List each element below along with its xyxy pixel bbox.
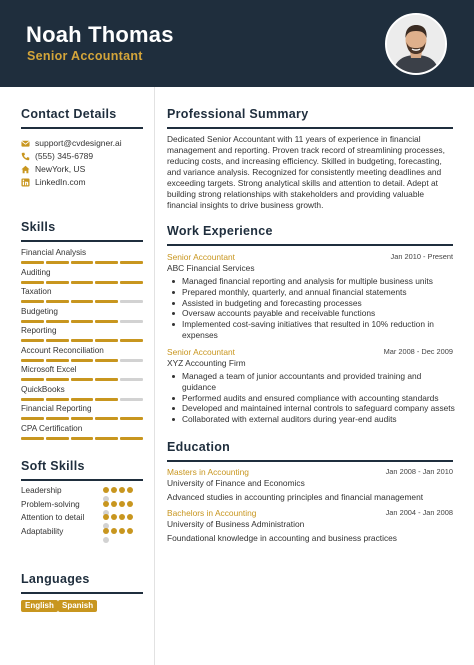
rating-dot-icon [127, 528, 133, 534]
skill-item [21, 248, 143, 264]
skill-level-bar [21, 339, 143, 342]
degree-title: Bachelors in Accounting [167, 508, 257, 518]
skill-level-bar [21, 398, 143, 401]
list-item: Prepared monthly, quarterly, and annual financial statements [168, 287, 456, 298]
skill-level-segment [120, 378, 143, 381]
soft-skill-rating [103, 528, 139, 546]
rating-dot-icon [119, 487, 125, 493]
rating-dot-icon [103, 537, 109, 543]
rating-dot-icon [111, 501, 117, 507]
skill-level-segment [95, 339, 118, 342]
soft-skill-name: Attention to detail [21, 513, 85, 523]
language-badge: English [21, 600, 58, 612]
job-dates: Jan 2010 - Present [390, 252, 453, 261]
soft-skill-name: Leadership [21, 486, 62, 495]
home-icon [21, 165, 30, 174]
contact-linkedin-text: LinkedIn.com [35, 177, 86, 187]
skill-level-segment [46, 261, 69, 264]
skill-level-bar [21, 378, 143, 381]
skill-item [21, 326, 143, 342]
skill-item [21, 424, 143, 440]
skill-item [21, 287, 143, 303]
skill-name: Financial Analysis [21, 248, 87, 257]
skill-level-segment [95, 359, 118, 362]
contact-location [21, 163, 85, 175]
job-entry-header [167, 252, 453, 263]
column-divider [154, 87, 155, 665]
language-badge: Spanish [58, 600, 97, 612]
contact-email[interactable] [21, 137, 122, 149]
resume-header [0, 0, 474, 87]
education-note: Foundational knowledge in accounting and business practices [167, 533, 397, 543]
skill-level-bar [21, 281, 143, 284]
skill-item [21, 268, 143, 284]
soft-skill-name: Problem-solving [21, 499, 80, 509]
skill-level-segment [46, 437, 69, 440]
skill-level-segment [46, 339, 69, 342]
skill-name: Account Reconciliation [21, 345, 104, 355]
rating-dot-icon [127, 487, 133, 493]
skill-item [21, 365, 143, 381]
skill-item [21, 307, 143, 323]
skill-level-segment [21, 300, 44, 303]
soft-skill-item [21, 527, 141, 538]
list-item: Managed financial reporting and analysis for multiple business units [168, 276, 456, 287]
skill-level-segment [71, 398, 94, 401]
skill-level-segment [95, 281, 118, 284]
candidate-title: Senior Accountant [27, 49, 143, 63]
skills-section-title: Skills [21, 220, 56, 234]
skill-name: Microsoft Excel [21, 365, 77, 374]
skills-section-rule [21, 240, 143, 242]
job-company: XYZ Accounting Firm [167, 358, 246, 368]
skill-level-segment [120, 437, 143, 440]
soft-skills-section-title: Soft Skills [21, 459, 85, 473]
skill-level-segment [120, 300, 143, 303]
skill-level-segment [46, 398, 69, 401]
skill-name: Budgeting [21, 306, 58, 316]
skill-level-bar [21, 300, 143, 303]
rating-dot-icon [103, 501, 109, 507]
skill-item [21, 385, 143, 401]
job-role: Senior Accountant [167, 252, 235, 262]
summary-section-title: Professional Summary [167, 107, 309, 121]
job-bullets [168, 371, 456, 425]
skill-level-bar [21, 359, 143, 362]
list-item: Implemented cost-saving initiatives that resulted in 10% reduction in expenses [168, 319, 456, 341]
skill-level-segment [21, 261, 44, 264]
skill-level-segment [95, 417, 118, 420]
skill-name: Taxation [21, 287, 52, 296]
skill-level-segment [71, 261, 94, 264]
contact-phone[interactable] [21, 150, 93, 162]
skill-level-bar [21, 437, 143, 440]
rating-dot-icon [119, 514, 125, 520]
rating-dot-icon [103, 514, 109, 520]
skill-item [21, 404, 143, 420]
skill-level-segment [21, 417, 44, 420]
rating-dot-icon [103, 487, 109, 493]
contact-section-title: Contact Details [21, 107, 117, 121]
education-entry-header [167, 467, 453, 478]
rating-dot-icon [119, 528, 125, 534]
job-bullets [168, 276, 456, 341]
soft-skill-item [21, 486, 141, 497]
skill-level-segment [21, 339, 44, 342]
contact-phone-text: (555) 345-6789 [35, 151, 94, 161]
skill-level-segment [71, 359, 94, 362]
envelope-icon [21, 139, 30, 148]
rating-dot-icon [127, 501, 133, 507]
skill-level-segment [21, 437, 44, 440]
job-dates: Mar 2008 - Dec 2009 [383, 347, 453, 356]
skill-level-segment [95, 378, 118, 381]
education-dates: Jan 2008 - Jan 2010 [385, 467, 453, 476]
skill-level-segment [71, 378, 94, 381]
education-section-title: Education [167, 440, 231, 454]
person-portrait-icon [387, 15, 445, 73]
contact-linkedin[interactable] [21, 176, 86, 188]
skill-level-segment [71, 281, 94, 284]
rating-dot-icon [111, 514, 117, 520]
skill-level-segment [120, 398, 143, 401]
skill-level-segment [21, 281, 44, 284]
job-company: ABC Financial Services [167, 263, 255, 273]
skill-level-segment [95, 320, 118, 323]
degree-title: Masters in Accounting [167, 467, 249, 477]
skill-level-bar [21, 417, 143, 420]
list-item: Oversaw accounts payable and receivable functions [168, 308, 456, 319]
skill-level-segment [120, 417, 143, 420]
linkedin-icon [21, 178, 30, 187]
skill-level-segment [21, 359, 44, 362]
skill-level-segment [46, 320, 69, 323]
experience-section-title: Work Experience [167, 224, 273, 238]
list-item: Developed and maintained internal controls to safeguard company assets [168, 403, 456, 414]
skill-level-segment [95, 261, 118, 264]
soft-skill-name: Adaptability [21, 527, 64, 537]
skill-level-segment [46, 417, 69, 420]
list-item: Assisted in budgeting and forecasting processes [168, 298, 456, 309]
skill-level-segment [71, 417, 94, 420]
skill-level-segment [21, 398, 44, 401]
skill-item [21, 346, 143, 362]
education-note: Advanced studies in accounting principles and financial management [167, 492, 424, 502]
skill-level-segment [21, 320, 44, 323]
skill-level-segment [120, 339, 143, 342]
school-name: University of Finance and Economics [167, 478, 305, 488]
education-entry-header [167, 508, 453, 519]
candidate-name: Noah Thomas [26, 22, 174, 47]
soft-skills-section-rule [21, 479, 143, 481]
job-role: Senior Accountant [167, 347, 235, 357]
skill-level-segment [120, 261, 143, 264]
skill-level-segment [71, 300, 94, 303]
soft-skill-item [21, 513, 141, 524]
skill-level-segment [95, 437, 118, 440]
school-name: University of Business Administration [167, 519, 305, 529]
skill-level-segment [120, 320, 143, 323]
skill-level-segment [71, 320, 94, 323]
skill-level-segment [21, 378, 44, 381]
soft-skill-item [21, 500, 141, 511]
skill-name: Auditing [21, 267, 51, 277]
rating-dot-icon [103, 528, 109, 534]
summary-section-rule [167, 127, 453, 129]
skill-level-segment [46, 300, 69, 303]
skill-level-bar [21, 261, 143, 264]
skill-level-segment [120, 359, 143, 362]
rating-dot-icon [119, 501, 125, 507]
skill-level-bar [21, 320, 143, 323]
languages-section-title: Languages [21, 572, 90, 586]
contact-location-text: NewYork, US [35, 164, 86, 174]
contact-section-rule [21, 127, 143, 129]
skill-level-segment [95, 300, 118, 303]
skill-level-segment [46, 378, 69, 381]
education-section-rule [167, 460, 453, 462]
summary-text: Dedicated Senior Accountant with 11 years of experience in financial management and reporting. Proven track record of streamlining processes, reducing costs, and increasing efficiency. Skilled in budgeting, forecasting, and variance analysis. Recognized for consistently meeting deadlines and exceeding targets. Strong analytical skills and attention to detail. Adept at building strong relationships with stakeholders and providing valuable financial insights to drive business growth. [167, 134, 445, 210]
languages-section-rule [21, 592, 143, 594]
rating-dot-icon [127, 514, 133, 520]
experience-section-rule [167, 244, 453, 246]
rating-dot-icon [111, 528, 117, 534]
skill-level-segment [71, 437, 94, 440]
skill-level-segment [71, 339, 94, 342]
rating-dot-icon [111, 487, 117, 493]
skill-level-segment [120, 281, 143, 284]
list-item: Managed a team of junior accountants and provided training and guidance [168, 371, 456, 393]
job-entry-header [167, 347, 453, 358]
skill-name: QuickBooks [21, 384, 65, 394]
list-item: Collaborated with external auditors during year-end audits [168, 414, 456, 425]
education-dates: Jan 2004 - Jan 2008 [385, 508, 453, 517]
skill-level-segment [46, 359, 69, 362]
skill-level-segment [95, 398, 118, 401]
skill-name: CPA Certification [21, 423, 83, 433]
skill-level-segment [46, 281, 69, 284]
list-item: Performed audits and ensured compliance with accounting standards [168, 393, 456, 404]
phone-icon [21, 152, 30, 161]
contact-email-text: support@cvdesigner.ai [35, 138, 122, 148]
skill-name: Reporting [21, 326, 57, 335]
profile-photo [385, 13, 447, 75]
skill-name: Financial Reporting [21, 404, 92, 413]
